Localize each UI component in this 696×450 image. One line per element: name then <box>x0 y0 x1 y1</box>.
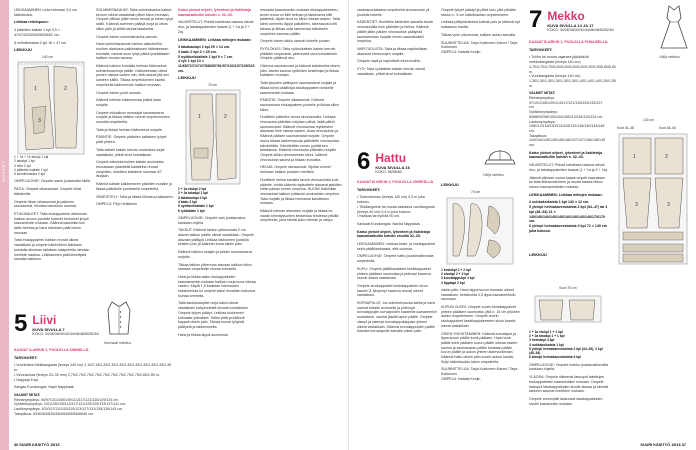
pattern-7-left <box>529 40 616 233</box>
legend-item: 6 alempi helmakaverokaista 3 kpl <box>529 355 582 360</box>
text-ompelu-credit: OMPELU: Pirjo Heikkinen <box>96 202 138 207</box>
text-solmimis-5: Ompele toinen puoli samoin. <box>96 90 142 95</box>
text-solmimis-2: Ompele toinen solmimisnauha sarnoin. <box>96 34 159 39</box>
text-napituolista: NAPITUOLISTA: Taita ja tikkaa napituslistan akavarat etureunojen nurjalle. <box>357 46 428 56</box>
text-r1-1: vaakasuorastaana ompeleella sivusauman yli puolella toiselle. <box>357 8 430 17</box>
pattern-5-size-label: KUVA SIVULLA 7 <box>32 327 65 332</box>
pattern-5-valmis-title: VALMIIT MITAT: <box>14 392 41 397</box>
side-strip <box>0 0 9 450</box>
text-nauha: 5 nolimiinkaista 2 kpl 16 × 47 cm. <box>14 40 68 45</box>
legend-item: 2 + 2a takakpl 1 + 1 kpl <box>529 334 565 338</box>
text-paantie-3: Ompele kaksinkerroinen kaitale avoimesta reunastaan pääntiellä kaitaleiha reunat vanyhtien, kiristäen kaitaleen saumaa 4/7 itsejaan. <box>96 160 164 179</box>
text-item: 5 nyökkeikkaitale 1 kpl 9 × 7 cm. <box>178 54 234 59</box>
text-kadentiet: KÄDENTIET: Huolittele kädentiet samalla tavoin vinonauhalla kuin pääntien ja helma. Käännä päälle jätän päiden vinonauhan päälyistä saumanvaran nurjalle ennen saumaksikiili ompelua. <box>357 20 434 44</box>
text-c4-5: Taita lyhyiden pätkiysen saumanvarat nurjalle ja tikkaa kiinni päälihöpä takakappaleen keskelle kaavamerkin mukaan. <box>260 81 337 95</box>
legend-item: 5 yleinpl helmakaverokaista 2 kpl (34–49), 3 kpl (48–54) <box>529 346 603 356</box>
pattern-7-big-diagram <box>615 118 693 268</box>
legend-1 <box>14 155 92 176</box>
pattern-6-number: 6 <box>357 148 371 175</box>
dim-side-2: Koot 48–54 <box>659 126 676 130</box>
svg-text:1: 1 <box>633 154 636 160</box>
text-takkut-2: Käännä halkion stuajen ja pirtain saumanvarat nurjalle. <box>178 250 252 259</box>
text-ompeluohje-3: OMPELUOHJE: Ompele vain joustamaton kankaan ohjella. <box>178 215 246 225</box>
text-solmimis-6: Käännä helman käänneevaa paikat kaan nurjalle. <box>96 98 162 107</box>
pattern-7-ompele: Ompele vuorenpitit laskuosat takakappaleiden sivulle kaaravinkin mukaan. <box>529 397 603 406</box>
pattern-6-link[interactable]: KAAVAT B-ARKIN 2, PUOLELLA VIHREÄLLÄ. <box>357 180 435 184</box>
legend-item: 1 keskikpl 2 + 2 kpl <box>441 267 471 272</box>
text-vyo: VYÖ: Taita vyökaitale kaksin kerroin oikeat vastakkain, pitkät sivut kohdakkain. <box>357 67 425 76</box>
pattern-7-leikk-item: 6 yleinpl helmakaverokaista 3 kpl 72 × 140 cm joka kokoon. <box>529 223 608 233</box>
pattern-7-name: Mekko <box>547 9 585 23</box>
pattern-5-name: Liivi <box>32 313 57 327</box>
right-footer: SUURI KÄSITYÖ 15/16 37 <box>640 443 686 447</box>
text-solmimisnauhat: SOLMIMISNAUHAT: Taita solmiminauha kaksin kerroin oikeat vastakkain pitkin sivun reunaan. Ompele pitkiari pitkin sivun reunat ja toinen lyhyt sälliö. Käännä auennen päälyä nurja ja oleva silkin päin ja sillitä nauhat tasaiseksi. <box>96 8 173 31</box>
pattern-6-supply: • Nahkaa tai nyörää 50 cm. <box>357 214 401 219</box>
text-katso-yleiset: Katso yleiset ohjeet, lyhenteet ja lisätietoja kaavaosaltultin kohdin s. 32–33. <box>178 8 252 17</box>
pattern-7-size-label: KUVA SIVULLA 14 JA 17 <box>547 23 594 28</box>
vest-sketch <box>104 300 138 345</box>
pattern-6-korvat: KORVAPULAT: Jos solmimisnauha kahta ja harsi nauhat toiselle avoimelle ja pidempä korvalappujen korvapuiden kaareelle kaavamerkin mukaisesti, nauhat jäävät lapun päälle. Ompele vismpi ja sisempi korvalappukappale yhteen oikeat vastakkain. Käännä korvalappuiden päälle toisesta korvalapulle samalla oikein päin. <box>357 301 437 334</box>
svg-text:3: 3 <box>38 117 41 124</box>
text-r2-3: Tikkaa vyön ulkoreunat, sulkien aukko samalla. <box>441 32 516 37</box>
pattern-5-supply: • Nappeja 5 kpl. <box>14 377 40 382</box>
pattern-7-link[interactable]: KAAVAT B-ARKIN 1, PUOLELLA PUNAISELLA. <box>529 40 609 44</box>
dim-mid: Vuori 70 cm <box>559 285 577 290</box>
svg-text:2: 2 <box>64 85 67 92</box>
pattern-6-leikk: LEIKKAAMINEN: Leikkaa keski- ja sivukappaleet sekä päällikankaasta, että vuorista. <box>357 242 436 251</box>
cutting-diagram-7 <box>615 118 693 268</box>
text-ompeluohje: OMPELUOHJE: Ompele saelo joustavalla tikillä. <box>14 179 91 184</box>
text-c4-1: reunasta kaavamerkin mukaan etukappaleeseen, avoin reuna on kiilti helman ja takkeravra kiilti päätetsä, läpän sivut on kiinni oikeaa vasten. Taita kiinni ommeltu läppä paikalleen, takenavoa kohti takana ja tikkaa esiki takenevaa esiköksen ompeleen sauman päälle. <box>260 8 340 36</box>
figure-label-6: Väljä mitoitus. <box>483 173 505 177</box>
text-takkut-5: Taita kaulukkaupilet nurja kaksi oikeat vastakkain kahyennestä sivuvat kohdakkain. Ompele lyhyet päätyt. Leikkaa tukkeneen kulmasta ylämäiset. Taittai päät ja käännä kappali oikein päin. Tikkaa reunat lyhyistä päätystä ja takkenovelta. <box>178 301 249 329</box>
right-column-2 <box>441 8 521 58</box>
text-takkut: TAKKUT: Käännä takkun ylärevunata 2 cm alavan takkun päälle oikeat vastakkain. Ompele alavaan päälyyä Leikkaa takkunnen juoksilla kiristen pois ja käännä reuna oikein päin. <box>178 228 254 247</box>
text-c4-4: Oikenna saumanvara ja käännä kaitaleurtta oikein päin. Asettu sauma nyöleiden keskilinjan ja tikkaa kaitaleen reunaan. <box>260 64 340 78</box>
text-solmimis-8: Taita ja tikkaa helman käänneeva nurjalle. <box>96 127 163 132</box>
text-c4-2: Ompele toinen takku samoin toiselle puolen. <box>260 39 331 44</box>
pattern-5-measure: Takapituus: 62/62/63/63/63/64/64/65/65/66/66 cm. <box>14 411 94 416</box>
leikkuu-title-2: LEIKKUU <box>178 75 196 81</box>
hat-sketch <box>483 142 517 177</box>
legend-item: 3 helmakpl 4 kpl <box>529 338 555 343</box>
pattern-7-tarvikkeet-title: TARVIKKEET: <box>529 47 553 52</box>
pattern-7-size-code: KOKO: 34/36/38/40/42/44/46/48/50/52/54 <box>547 28 614 32</box>
pattern-6-diagram-col <box>441 180 521 385</box>
left-column-4 <box>260 8 342 226</box>
pattern-6-notice: Katso yleiset ohjeet, lyhenteet ja lisätietoja kaavaosaltultin kohdin sivuilla 32–33. <box>357 229 431 239</box>
cutting-diagram-7a-svg <box>533 294 605 324</box>
text-paantie-4: Käännä kaitale kaikkeeseen pääntien nurjalle ja tikkaa pääntielle puoleisella ompeleella. <box>96 182 172 191</box>
hat-sketch-icon <box>483 142 517 168</box>
pattern-5-credits: Kangas Eurokangas. Napit Nappilaak. <box>14 385 75 390</box>
leikkuu-title: LEIKKUU <box>14 47 32 53</box>
right-column-1 <box>357 8 437 79</box>
text-etukaialeet-2: Taita etukappaleen halkion reunat oikeat vastakkain ja ompele kaikki tkinsi taitoksen kohdalla alimman taitoksen daaputeilla olevaan merkkiin saakka. Leikkasimen pääl kiinnitysiä samalla halkioon. <box>14 238 90 262</box>
text-kaitale: 4 pääntien kaitale 1 kpl 3,5 × 47/47/52/52/54/56/56/62 cm. <box>14 28 60 37</box>
pattern-6-supply: • Tukevamman (leveys 140 cm) 0,3 m joka kokoon. <box>357 195 425 205</box>
svg-text:2: 2 <box>224 114 227 121</box>
legend-item: 4 pääntien kaitale 1 kpl <box>14 167 48 172</box>
pattern-7-valm: VALMISTELUT: Pidotä kahdessa osassa olevat eku- ja takakappaleiden kaavat (1 + 1a ja 2 + 2a). <box>529 163 608 172</box>
pattern-6-ohje: OMPELUOHJE: Ompele hattu joustamattomalla ompeleella. <box>357 254 434 264</box>
text-leikkaaminen-3: LEIKKAAMINEN: Leikkaa mittojen mukaan: <box>178 37 252 42</box>
pattern-5-header <box>14 312 174 336</box>
text-paita: PAITA: Ompele olkasaumat. Ompele hihat tääntenille. <box>14 187 82 196</box>
text-r2-2: Leikkaa päälyskulmista kulmat pois ja käännä vyö kaikasuun kautta. <box>441 20 521 30</box>
cutting-diagram-7-svg <box>617 132 691 266</box>
text-item: 4 kadu 2 kpl 3 × 25 cm. <box>178 49 217 54</box>
pattern-7-measure: Takapituus: 144/144/145/145/146/146/147/147/148/148/149 cm. <box>529 133 605 148</box>
text-paantie: PÄÄNTIE: Ompele pääntien kaitaleen lyhyet päät yhteen. <box>96 135 167 145</box>
leikkuu-title-6: LEIKKUU <box>441 182 459 187</box>
legend-item: 4 lippakpl 2 kpl <box>441 280 465 285</box>
pattern-7-title <box>547 9 613 32</box>
pattern-7-supply: • Tulifur tai muuta vajarsea jäykähköä mekkokangasta (leveys 140 cm) 4,70/4,70/4,70/5,00/5,00/5,00/5,00/5,30/5,30/5,60/5,60 m. <box>529 55 616 74</box>
pattern-6-ompele: Ompele sivukappaleet keskikappaleen sivun kaariin (1 lyhyempi kaareva reuna) oikeat vastakkain. <box>357 283 428 298</box>
vest-sketch-icon <box>104 300 134 336</box>
text-valmistelut: VALMISTELUT: Pidotä kahdessa osassa olevat eku- ja takakappaleiden kaavat (1 + 1a ja 2 + 2a). <box>178 20 254 34</box>
pattern-6-size-code: KOKO: 56/58/60 <box>375 170 402 174</box>
dress-sketch <box>659 4 689 59</box>
legend-item: 1 + 1a etukpl 2 kpl <box>178 187 207 192</box>
cutting-diagram-2 <box>178 83 256 187</box>
text-paantie-2: Taita kaitale kaksin kerroin nurkeaksi nurjat vastakkain, pitkät sivut kohdakkain. <box>96 147 165 157</box>
legend-item: 4 nuhkaksikaista 1 kpl <box>529 342 564 347</box>
cutting-diagram-1 <box>14 55 92 155</box>
pattern-7-ylaosa: YLÄOSA: Ompele olkimmat laskoput taitettujen etukappaleiden kaaravinkikin mukaan. Ompele laskoput takakappaleiden sivulle alaosa ja kiinnitä takkeen saumat merkkien mukaan. <box>529 375 609 394</box>
pattern-6-title <box>375 151 410 174</box>
text-solmimis-3: Harsi solmimisnauhat halkion alakulmihin, nuohen alarkosta paitöntaitosen käänteessen kohdalla, nauhat avon lyhyt pätkä lynkäätasen halkion reunan kanssa. <box>96 42 170 61</box>
pattern-7-leikk-item: 4 nuhkaksikaista 1 kpl 142 × 12 cm. <box>529 200 590 205</box>
pattern-7-diagram-col <box>529 250 609 409</box>
dress-sketch-icon <box>659 4 689 50</box>
pattern-7-measure: Vyötärönympärys: 84/88/92/96/100/104/108/112/116/120/124 cm. <box>529 110 604 119</box>
text-c4-10: Käännä helman alavarlan nurjalle ja tikkaa ne vacian kiinnityssuihen keskeisaa tehdessa pitkillä ompeleella, joka kierää koko helman ja ottayo <box>260 209 339 223</box>
text-solmimis-4: Käännä halkion kohdalla helman käänneeva solmimisnauhoja päälle. Käänneevaan oikea puolen oikeaa vasten niin, että nauhat jää sen kanteen sälliö. Tikkaa ompelutoimen kautta ompeleella käänneevan halkion reunaan. <box>96 64 170 87</box>
pattern-7-measure: Lantionympärys: 108/112/116/120/124/128/132/136/140/144/148 cm. <box>529 119 605 133</box>
pattern-5-number: 5 <box>14 310 28 337</box>
pattern-6-credits-2: SUUNNITTELIJA: Tarja Kokkonen-Kasmi / Tarja Kokkonen OMPELU: Natalia Kenjin <box>441 367 518 381</box>
pattern-5-link[interactable]: KAAVAT A-ARKIN 2, PUOLELLA SININELLÄ. <box>14 348 90 352</box>
pattern-7-notice: Katso yleiset ohjeet, lyhenteet ja lisätietoja kaavaosaltultin kohdin s. 32–33. <box>529 150 603 160</box>
text-leikkaaminen: LEIKKAAMINEN: Liuta helmaan 3,5 cm kääntövara. <box>14 8 77 17</box>
right-page <box>348 0 696 450</box>
pattern-5-supply: • Vinonauhaa (leveys 20–30 mm) 2,70/2,70/2,75/2,75/2,75/2,75/2,75/2,75/2,75/2,80/2,80 m. <box>14 372 160 377</box>
legend-item: 1 + 1a + 1b etukpl 1 kpl <box>14 154 49 159</box>
dim-top: 140 cm <box>42 54 53 59</box>
pattern-5-size-code: KOKO: 34/36/38/40/42/44/46/48/50/52/54 <box>32 332 99 336</box>
pattern-5-measure: Vyötärönympärys: 101/105/109/113/117/121/125/129/133/137/141 cm. <box>14 402 127 407</box>
left-column-3 <box>178 8 256 340</box>
legend-item: 2 takakpl 1 kpl <box>14 159 36 164</box>
text-credits-r: SUUNNITTELIJA: Tarja Kokkonen-Kasmi / Tarja Kokkonen OMPELU: Natalia Kenjin <box>441 40 518 54</box>
pattern-7-number: 7 <box>529 6 543 33</box>
pattern-5-measure: Rinnanympärys: 94/97/101/105/109/113/117/121/125/129/133 cm. <box>14 397 120 402</box>
text-r1-4: Ompele napit ja napinlävet etureunoihin. <box>357 59 422 64</box>
pattern-5-tarvikkeet-title: TARVIKKEET: <box>14 355 38 360</box>
svg-text:3: 3 <box>667 202 670 208</box>
cutting-diagram-6-svg <box>445 196 517 266</box>
text-c4-7: Huolittele pääntien reuna vinonauhalla. Leikkaa vinonauha pääntien mityisen päivä, lisää päihin saumanvarat. Käännä vinonauhaa myöteisten alavavan liine oikeaa vasten. Avaa vinonauhan ja Käännä pääsen saumanvarat nurjalle. Ompele reuna tiiskaa takkeenpuoja pääntielle vinonauhaa kiinnitetään. Kiinnitetään ennen pyrtää sen taitoksissa. Käännä vinonauha pääntien nurjalle. Ompele silkku vinonauhaan kiinni, käännä vinonauhan sauma ja tikkaa reunoista. <box>260 115 339 162</box>
legend-item: 5 nyökkeikkaitale 1 kpl <box>178 204 214 209</box>
cutting-diagram-6 <box>441 190 521 268</box>
left-column-2 <box>96 8 174 210</box>
legend-7 <box>529 330 609 360</box>
cutting-diagram-7a <box>529 260 609 330</box>
pattern-7-measure: Rinnanympärys: 97/101/105/109/114/117/121/125/129/133/137 cm. <box>529 96 603 110</box>
legend-item: 2 sivukpl 2 + 2 kpl <box>441 272 470 276</box>
pattern-7-leikk: LEIKKAAMINEN: Leikkaa mittojen mukaan: <box>529 192 603 197</box>
pattern-6-c3-1: oikein päin. Harsi lappa kuvun reunaan oikeat vastakkain, keskikohta 0,5 lippa kaavamerkkiin saumaan. <box>441 287 516 302</box>
text-r2-1: Ompele lyhyet päädyt ja pitkä sivu, jätä pitkään sivuun n. 5 cm kääntöaukko ompeleeseen. <box>441 8 516 17</box>
figure-label-7: Väljä mitoitus. <box>659 55 681 59</box>
pattern-7-ohje: OMPELUOHJE: Ompele mekko joustamattomalla kankaan ohjella. <box>529 362 609 372</box>
pattern-7-leikk-item: 5 yleinpl helmakaverokaista 2 kpl (34–47) tai 3 kpl (48–54) 21 × 140/140/140/140/140/140/140/140/140/170/170 cm. <box>529 205 608 224</box>
text-takkut-4: Harsi ja tikkaa takku etukappaleiden kaavaamerkin mukaan halkion nurja kuva oikeaa vasten. Käytä 1,5 kankaan helmuseen kaksinkertaa ko ompele kaksi rinnakkin tukkurua kuinaa ommelta. <box>178 274 256 298</box>
pattern-5-title <box>32 313 98 336</box>
left-column-1 <box>14 8 92 265</box>
pattern-7-taittuu: Jäännä yläosan vuoria kaava ompeli kaavaksen tai taita kiilluvuvanheen ja muuta kaavia hiikuu sivuun kaavamerkkien mukaan. <box>529 175 606 189</box>
legend-item: 5 solmiminauha 2 kpl <box>14 172 45 177</box>
legend-item: 2 + 2a takakpl 1 kpl <box>178 191 208 196</box>
leikkuu-title-7: LEIKKUU <box>529 252 547 257</box>
pattern-5-block <box>14 312 174 336</box>
pattern-6-tarvikkeet-title: TARVIKKEET: <box>357 187 381 192</box>
legend-item: 3 takakaulapi 2 kpl <box>178 195 208 200</box>
text-item: 3 takakaulapi 2 kpl 25 × 14 cm. <box>178 45 231 50</box>
dim-top: 70 cm <box>208 83 217 88</box>
pattern-5-supply: • Vuorimaton liikkikangasta (leveys 140 cm) 2,10/2,15/2,20/2,30/2,40/2,40/2,40/2,40/2,40/2,45/2,45 m. <box>14 363 172 373</box>
text-paantie-c4: PÄÄNTIE: Ompele olkasaumat. Käännä saumanvara etukappaleen puolelle ja tikkaa silkin kiinni. <box>260 98 339 112</box>
pattern-6-supply: • Tikkilangoiste tai muuta vastaava vuoritangosta (leveys 40 cm) 0,4 m joka kokoon. <box>357 204 435 214</box>
legend-item: 4 kadu 2 kpl <box>178 200 197 205</box>
svg-text:2: 2 <box>665 154 668 160</box>
legend-item: 6 ryökaitale 1 kpl <box>178 208 205 213</box>
pattern-7-supply: • Vuorikangasta (leveys 140 cm) 1,30/1,30/1,30/1,30/1,30/1,30/1,40/1,40/1,40/1,50/1,55 m. <box>529 74 616 88</box>
left-footer: 36 SUURI KÄSITYÖ 15/16 <box>14 443 60 447</box>
pattern-6-details <box>357 180 437 337</box>
legend-item: 3 hiha 2 kpl <box>14 163 31 168</box>
cutting-diagram-2-svg <box>184 88 244 186</box>
pattern-7-valmis-title: VALMIIT MITAT: <box>529 91 556 96</box>
text-ryolokkis: RYÖLÖKKIS: Taita ryöksökaitale kaksin kerroin pitkittäin nurjavasta, pidennellä sivut kohdakkain. Ompele päälinsä oku. <box>260 46 338 61</box>
svg-text:3: 3 <box>635 202 638 208</box>
text-solmimis-7: Ompele etuhalkion reunaajat saumanvarat nurjalle ja tikkaa halkion reunat ompelumoinen suoralla ompeleella. <box>96 110 170 125</box>
text-paita-2: Ompele hihan olkasaumat ja pakkeen sivusaumat, hihoista kainaloon saumat. <box>14 199 77 209</box>
dim-top: 70 cm <box>471 189 480 194</box>
legend-item: 1 + 1a etukpl 1 + 1 kpl <box>529 329 563 334</box>
text-etukaialeet: ETUKAIALEET: Taita etukappaleen alareunan halkion sivuun puolelle kutenet kerrokset ja kpl! kaavamerkin mukaan. Käännä kaksinkerroin taitto helmaa ja harsi taitoksen päät toinen reunaan. <box>14 211 90 235</box>
text-helma: HELMA: Ompele sivusaumat. Sijoitta ommel helmaan halkion juoksen merkkiin. <box>260 165 331 175</box>
pattern-6-kupu: KUPU: Ompele päällikankaiset keskikappaleet yhteen päälisen saumoista ja pidempi kaareva reunat oikeat vastakkain. <box>357 266 431 281</box>
legend-6 <box>441 268 521 285</box>
pattern-5-measure: Lantionympärys: 103/107/111/115/119/123/127/131/135/139/143 cm. <box>14 407 124 412</box>
pattern-6-credits: Kankaat Eurokangas. Nauha Nappilaak. <box>357 221 421 226</box>
text-takkut-6: Harsi ja tikkaa läppä avoimesta <box>178 332 228 337</box>
pattern-6-c3-3: OSIEN YHDISTÄMINEN: Käännä korvalaput ja lippa kuvun päälle kohti päälaen. Harsi vuori päälle kohti päälaen kuvun päälle oikeaa vasten sauma ja saumavaran päälle kankaan päälle kuvun päälle ja aukon yhteen alarevunteraan. Käännä hattu oikein päin vuorin aukon kautta. Sulje kääntöaukko käsin ompeleella. <box>441 331 518 364</box>
svg-text:1: 1 <box>34 85 37 92</box>
text-c4-9: Huolittele helma samalla tavoin vinonauhalla kuin pääntie, mutta käännä rapikoittele alavarat jaskillen niihin paikan ennen ompelua. HUOM! Halkioilan vinonauhat halkion pitäisesti avoimeiden ompelen. Taita nurjalle ja tikkaa helmassa kahdeksen mukaan. <box>260 177 342 206</box>
text-leikkaa: Leikkaa reikiinpuun: <box>14 20 49 25</box>
pattern-6-c3-2: KUPUN VUORI: Ompele vuorin keskikappaleet yhteen päälisen saumoista, jätä n. 15 cm pituinen aukko ompeleeseen. Ompele vuorin sivukappaleet keskikappaleeseen sivun kaariin oikeat vastakkain. <box>441 305 520 328</box>
text-viimeistely: VIIMEISTELY: Taita ja tikkaa liihansuu kallaseen. <box>96 194 174 199</box>
pattern-6-name: Hattu <box>375 151 407 165</box>
cutting-diagram-1-svg <box>14 60 92 156</box>
figure-label-5: Normaali mitoitus. <box>104 341 133 345</box>
dim-top: 140 cm <box>643 118 654 122</box>
legend-2 <box>178 187 256 213</box>
legend-item: 3 korvalappukpl 4 kpl <box>441 276 475 281</box>
svg-text:1: 1 <box>198 114 201 121</box>
pattern-6-size-label: KUVA SIVULLA 16 <box>375 165 410 170</box>
dim-side: Koot 34–48 <box>617 126 634 130</box>
pattern-5-details <box>14 348 174 416</box>
text-takkut-3: Tikkaa takkun ylärevuna alavaan halkion kiinni samaan ompeleelle reunan kohdalla. <box>178 262 252 272</box>
text-item: 4 ryö 1 kpl 14 × 11/65/72/72/72/78/83/87/91/97/102/107/109/115 cm. <box>178 59 255 73</box>
side-label: OHJEET <box>1 160 6 182</box>
